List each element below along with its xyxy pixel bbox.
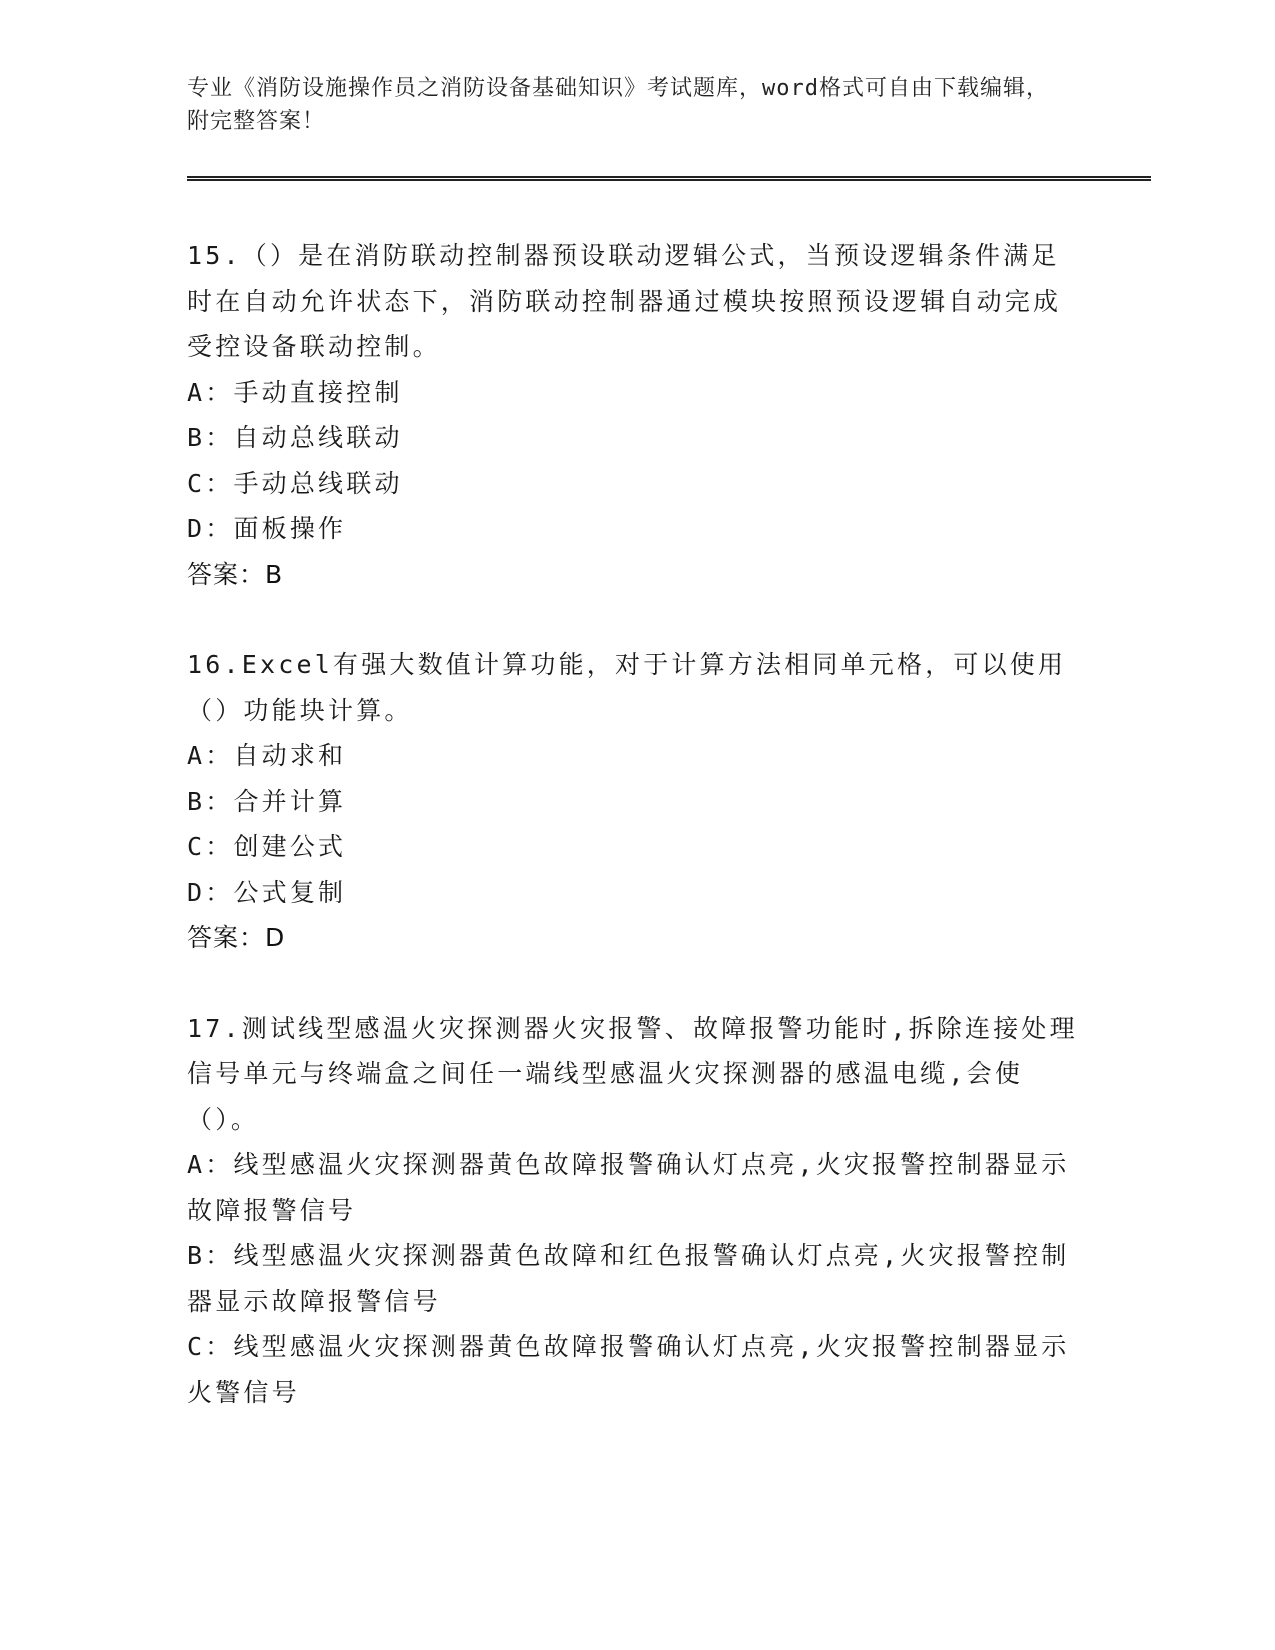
question-text: 15.（）是在消防联动控制器预设联动逻辑公式，当预设逻辑条件满足时在自动允许状态下，消防联动控制器通过模块按照预设逻辑自动完成受控设备联动控制。	[187, 241, 1062, 361]
option-a: A：手动直接控制	[187, 377, 403, 407]
option-d: D：公式复制	[187, 877, 347, 907]
question-text: 16.Excel有强大数值计算功能，对于计算方法相同单元格，可以使用（）功能块计算。	[187, 650, 1067, 725]
option-b: B：线型感温火灾探测器黄色故障和红色报警确认灯点亮,火灾报警控制器显示故障报警信号	[187, 1241, 1070, 1316]
header-divider	[187, 176, 1151, 181]
question-15	[187, 233, 1087, 597]
question-17	[187, 1006, 1087, 1416]
option-a: A：线型感温火灾探测器黄色故障报警确认灯点亮,火灾报警控制器显示故障报警信号	[187, 1150, 1070, 1225]
question-list	[187, 233, 1087, 1460]
option-b: B：合并计算	[187, 786, 347, 816]
answer-line: 答案：D	[187, 923, 286, 952]
answer-line: 答案：B	[187, 559, 284, 589]
option-a: A：自动求和	[187, 741, 347, 770]
option-c: C：创建公式	[187, 832, 347, 861]
option-b: B：自动总线联动	[187, 423, 403, 452]
question-16	[187, 642, 1087, 961]
option-c: C：线型感温火灾探测器黄色故障报警确认灯点亮,火灾报警控制器显示火警信号	[187, 1332, 1070, 1407]
option-d: D：面板操作	[187, 514, 347, 543]
question-text: 17.测试线型感温火灾探测器火灾报警、故障报警功能时,拆除连接处理信号单元与终端盒之间任一端线型感温火灾探测器的感温电缆,会使（）。	[187, 1013, 1078, 1134]
header-text: 专业《消防设施操作员之消防设备基础知识》考试题库，word格式可自由下载编辑，附完整答案！	[187, 76, 1049, 134]
document-header	[187, 72, 1067, 138]
option-c: C：手动总线联动	[187, 468, 403, 498]
